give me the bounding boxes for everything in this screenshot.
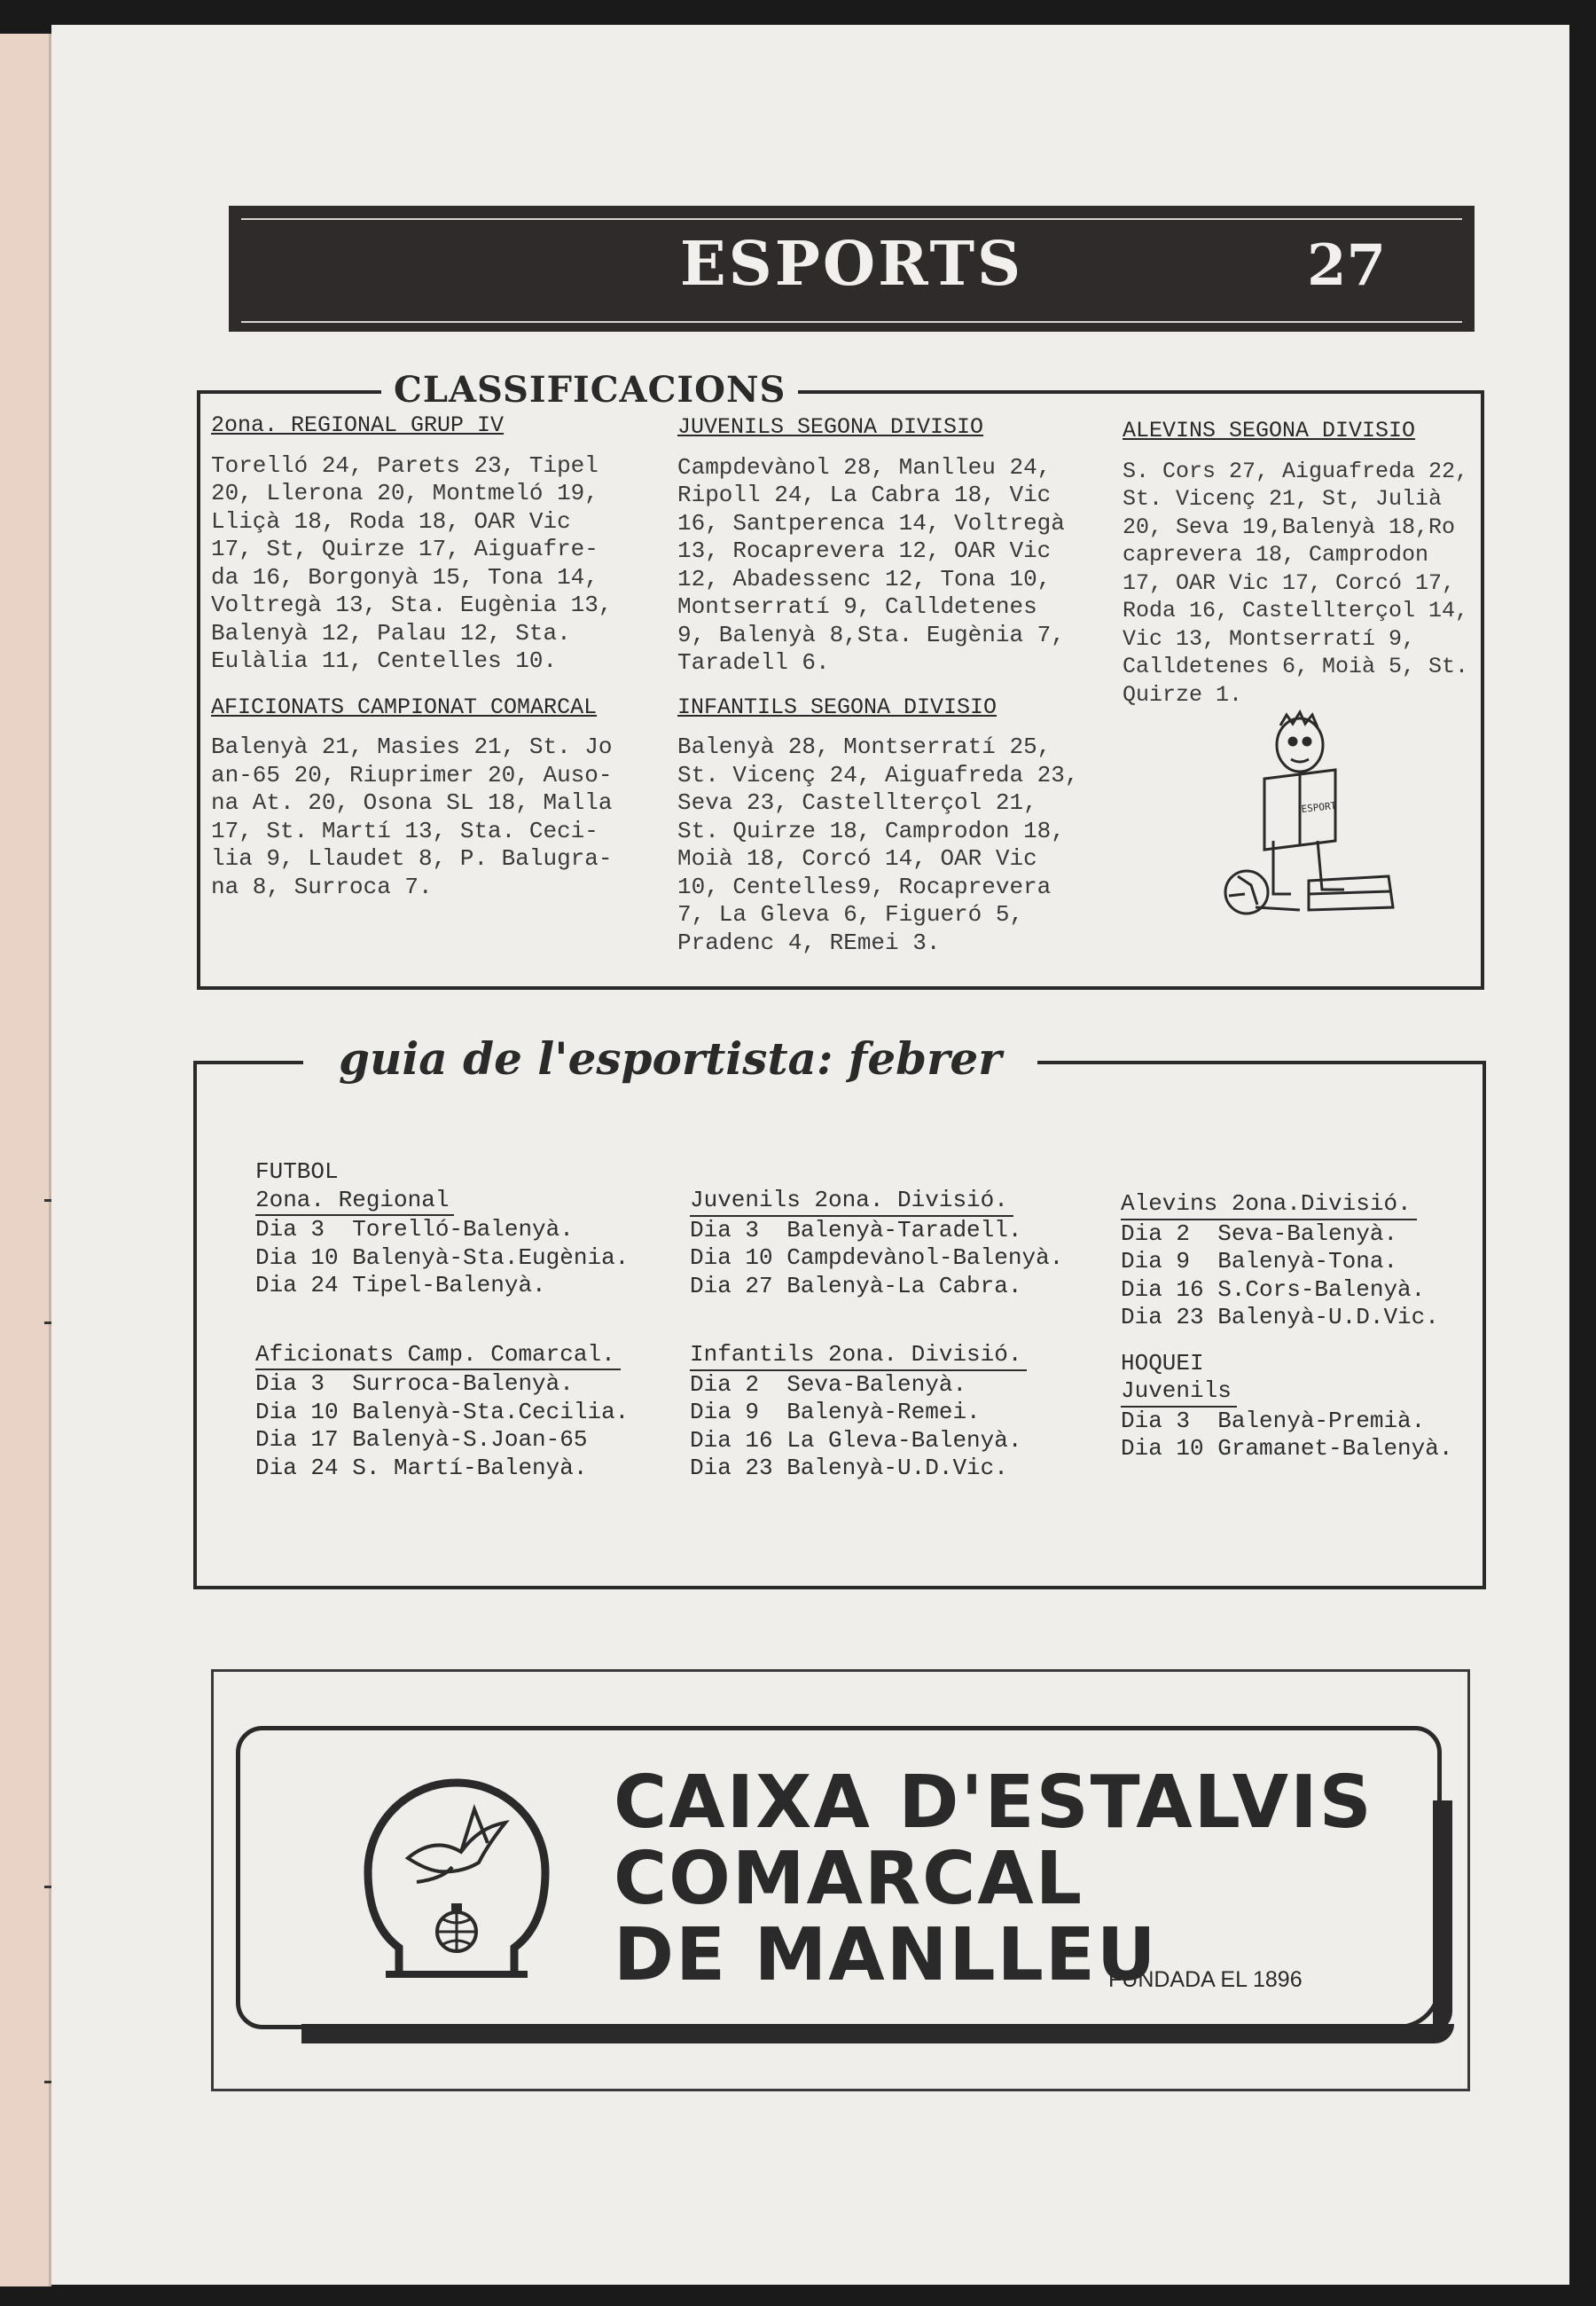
standings-heading: 2ona. REGIONAL GRUP IV — [211, 412, 505, 438]
standings-heading: INFANTILS SEGONA DIVISIO — [677, 694, 998, 720]
section-title: ESPORTS — [679, 229, 1024, 300]
fixture: Dia 9 Balenyà-Remei. — [690, 1399, 981, 1425]
category-heading: Aficionats Camp. Comarcal. — [255, 1341, 621, 1371]
standings-text: Campdevànol 28, Manlleu 24, Ripoll 24, La Cabra 18, Vic 16, Santperenca 14, Voltregà 13, Rocaprevera 12, OAR Vic 12, Abadessenc 12, Tona 10, Montserratí 9, Calldetenes 9, Balenyà 8,Sta. Eugènia 7, Taradell 6. — [677, 453, 1065, 676]
fixture: Dia 24 Tipel-Balenyà. — [255, 1272, 546, 1298]
ad-bank-name-line2: COMARCAL — [614, 1837, 1084, 1921]
fixture: Dia 23 Balenyà-U.D.Vic. — [690, 1455, 1008, 1481]
fixture: Dia 3 Balenyà-Premià. — [1121, 1407, 1426, 1434]
cartoon-reader-illustration — [1202, 708, 1424, 929]
sport-label: FUTBOL — [255, 1158, 339, 1185]
guia-column-3 — [1121, 1190, 1452, 1463]
category-heading: Juvenils — [1121, 1377, 1237, 1408]
classificacions-title: CLASSIFICACIONS — [381, 369, 798, 411]
standings-column-1 — [211, 412, 628, 901]
category-heading: Juvenils 2ona. Divisió. — [690, 1187, 1013, 1217]
guia-column-1 — [255, 1158, 629, 1482]
guia-box — [193, 1032, 1486, 1589]
fixture: Dia 17 Balenyà-S.Joan-65 — [255, 1426, 588, 1453]
section-banner — [229, 206, 1475, 332]
category-heading: Alevins 2ona.Divisió. — [1121, 1190, 1417, 1220]
fixture: Dia 24 S. Martí-Balenyà. — [255, 1454, 588, 1481]
standings-heading: ALEVINS SEGONA DIVISIO — [1123, 418, 1416, 443]
fixture: Dia 10 Balenyà-Sta.Cecilia. — [255, 1398, 630, 1425]
standings-heading: AFICIONATS CAMPIONAT COMARCAL — [211, 694, 598, 720]
fixture: Dia 3 Surroca-Balenyà. — [255, 1370, 574, 1397]
fixture: Dia 10 Balenyà-Sta.Eugènia. — [255, 1243, 630, 1271]
category-heading: 2ona. Regional — [255, 1187, 454, 1217]
category-heading: Infantils 2ona. Divisió. — [690, 1341, 1027, 1371]
guia-column-2 — [690, 1187, 1063, 1483]
fixture: Dia 2 Seva-Balenyà. — [690, 1370, 967, 1398]
ad-founded-text: FUNDADA EL 1896 — [1108, 1967, 1303, 1992]
guia-title: guia de l'esportista: febrer — [303, 1032, 1037, 1085]
page-edge-strip — [0, 34, 51, 2286]
fixture: Dia 23 Balenyà-U.D.Vic. — [1121, 1304, 1439, 1330]
fixture: Dia 10 Gramanet-Balenyà. — [1121, 1435, 1453, 1462]
fixture: Dia 3 Balenyà-Taradell. — [690, 1216, 1022, 1243]
fixture: Dia 16 S.Cors-Balenyà. — [1121, 1275, 1426, 1303]
page-number: 27 — [1306, 232, 1386, 299]
cartoon-book-label: ESPORT — [1300, 799, 1337, 815]
standings-text: Torelló 24, Parets 23, Tipel 20, Llerona 20, Montmeló 19, Lliçà 18, Roda 18, OAR Vic 17, St, Quirze 17, Aiguafre- da 16, Borgonyà 15, Tona 14, Voltregà 13, Sta. Eugènia 13, Balenyà 12, Palau 12, Sta. Eulàlia 11, Centelles 10. — [211, 451, 613, 674]
fixture: Dia 27 Balenyà-La Cabra. — [690, 1272, 1022, 1299]
fixture: Dia 2 Seva-Balenyà. — [1121, 1220, 1398, 1247]
ad-bank-name-line3: DE MANLLEU — [614, 1913, 1158, 1997]
standings-text: S. Cors 27, Aiguafreda 22, St. Vicenç 21, St, Julià 20, Seva 19,Balenyà 18,Ro caprevera 18, Camprodon 17, OAR Vic 17, Corcó 17, Roda 16, Castellterçol 14, Vic 13, Montserratí 9, Calldetenes 6, Moià 5, St. Quirze 1. — [1123, 458, 1469, 708]
classificacions-box — [197, 369, 1484, 990]
bank-logo-icon — [364, 1774, 550, 1987]
ad-bank-name-line1: CAIXA D'ESTALVIS — [614, 1761, 1373, 1845]
standings-column-3 — [1123, 417, 1486, 709]
fixture: Dia 16 La Gleva-Balenyà. — [690, 1426, 1022, 1454]
fixture: Dia 9 Balenyà-Tona. — [1121, 1248, 1398, 1275]
fixture: Dia 3 Torelló-Balenyà. — [255, 1216, 574, 1243]
standings-text: Balenyà 21, Masies 21, St. Jo an-65 20, Riuprimer 20, Auso- na At. 20, Osona SL 18, Malla 17, St. Martí 13, Sta. Ceci- lia 9, Llaudet 8, P. Balugra- na 8, Surroca 7. — [211, 733, 613, 900]
fixture: Dia 10 Campdevànol-Balenyà. — [690, 1244, 1064, 1271]
standings-heading: JUVENILS SEGONA DIVISIO — [677, 414, 984, 440]
standings-text: Balenyà 28, Montserratí 25, St. Vicenç 24, Aiguafreda 23, Seva 23, Castellterçol 21, St. Quirze 18, Camprodon 18, Moià 18, Corcó 14, OAR Vic 10, Centelles9, Rocaprevera 7, La Gleva 6, Figueró 5, Pradenc 4, REmei 3. — [677, 733, 1079, 956]
standings-column-2 — [677, 413, 1103, 957]
sport-label: HOQUEI — [1121, 1349, 1204, 1377]
